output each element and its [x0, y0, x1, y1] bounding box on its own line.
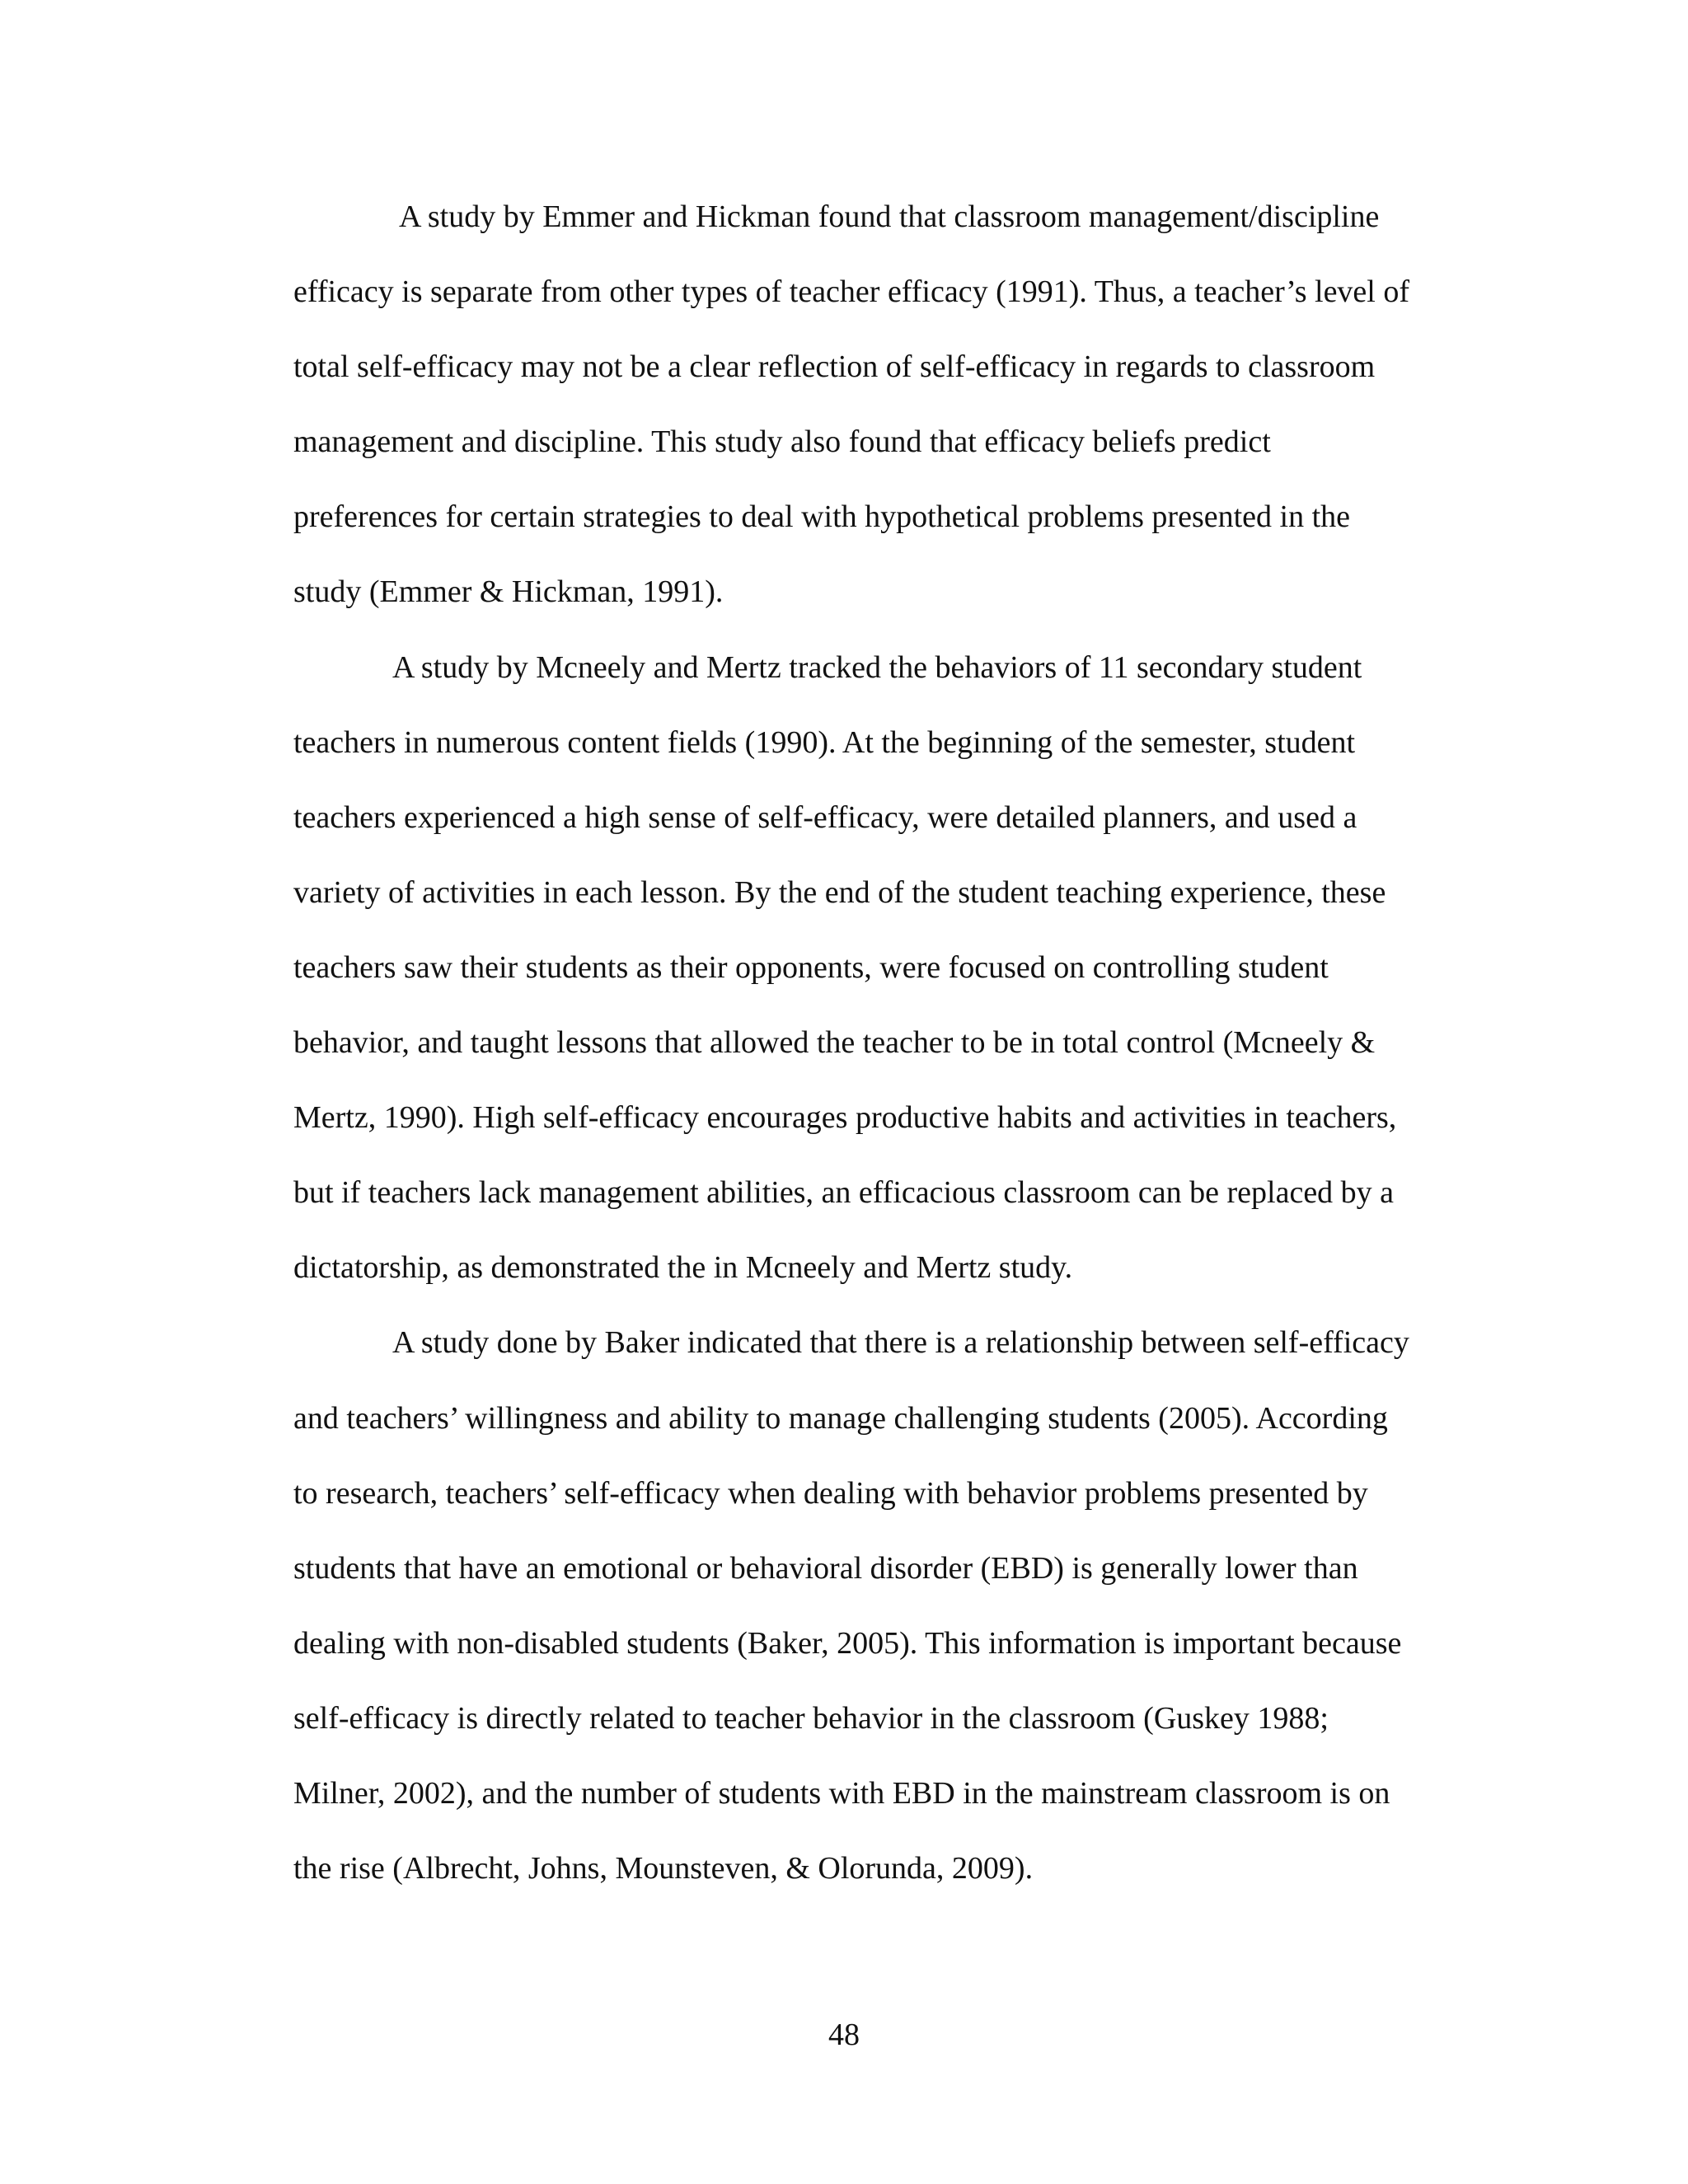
text-line: preferences for certain strategies to deal with hypothetical problems presented in the	[293, 499, 1350, 535]
text-line: but if teachers lack management abilities, an efficacious classroom can be replaced by a	[293, 1175, 1395, 1211]
paragraph-emmer-hickman	[293, 194, 1472, 644]
text-line: teachers experienced a high sense of self-efficacy, were detailed planners, and used a	[293, 799, 1357, 835]
body-text	[293, 194, 1472, 1920]
text-line: total self-efficacy may not be a clear reflection of self-efficacy in regards to classroom	[293, 349, 1376, 385]
page-number: 48	[828, 2018, 860, 2052]
text-line: A study by Emmer and Hickman found that classroom management/discipline	[399, 199, 1380, 234]
text-line: Mertz, 1990). High self-efficacy encourages productive habits and activities in teachers,	[293, 1100, 1397, 1136]
text-line: management and discipline. This study also found that efficacy beliefs predict	[293, 424, 1271, 460]
paragraph-baker	[293, 1319, 1472, 1920]
text-line: to research, teachers’ self-efficacy when dealing with behavior problems presented by	[293, 1475, 1368, 1511]
text-line: teachers saw their students as their opponents, were focused on controlling student	[293, 949, 1329, 985]
text-line: dealing with non-disabled students (Baker, 2005). This information is important because	[293, 1625, 1402, 1661]
text-line: behavior, and taught lessons that allowed the teacher to be in total control (Mcneely &	[293, 1025, 1376, 1061]
paragraph-mcneely-mertz	[293, 644, 1472, 1320]
text-line: A study by Mcneely and Mertz tracked the behaviors of 11 secondary student	[392, 649, 1362, 685]
text-line: efficacy is separate from other types of teacher efficacy (1991). Thus, a teacher’s level of	[293, 274, 1410, 310]
text-line: and teachers’ willingness and ability to manage challenging students (2005). According	[293, 1400, 1388, 1436]
text-line: study (Emmer & Hickman, 1991).	[293, 574, 724, 610]
text-line: dictatorship, as demonstrated the in Mcneely and Mertz study.	[293, 1250, 1073, 1286]
text-line: A study done by Baker indicated that there is a relationship between self-efficacy	[392, 1325, 1409, 1361]
text-line: students that have an emotional or behavioral disorder (EBD) is generally lower than	[293, 1550, 1358, 1586]
text-line: the rise (Albrecht, Johns, Mounsteven, & Olorunda, 2009).	[293, 1851, 1034, 1886]
text-line: variety of activities in each lesson. By the end of the student teaching experience, these	[293, 874, 1386, 910]
text-line: Milner, 2002), and the number of students with EBD in the mainstream classroom is on	[293, 1775, 1390, 1811]
text-line: self-efficacy is directly related to teacher behavior in the classroom (Guskey 1988;	[293, 1700, 1329, 1736]
text-line: teachers in numerous content fields (1990). At the beginning of the semester, student	[293, 724, 1356, 760]
